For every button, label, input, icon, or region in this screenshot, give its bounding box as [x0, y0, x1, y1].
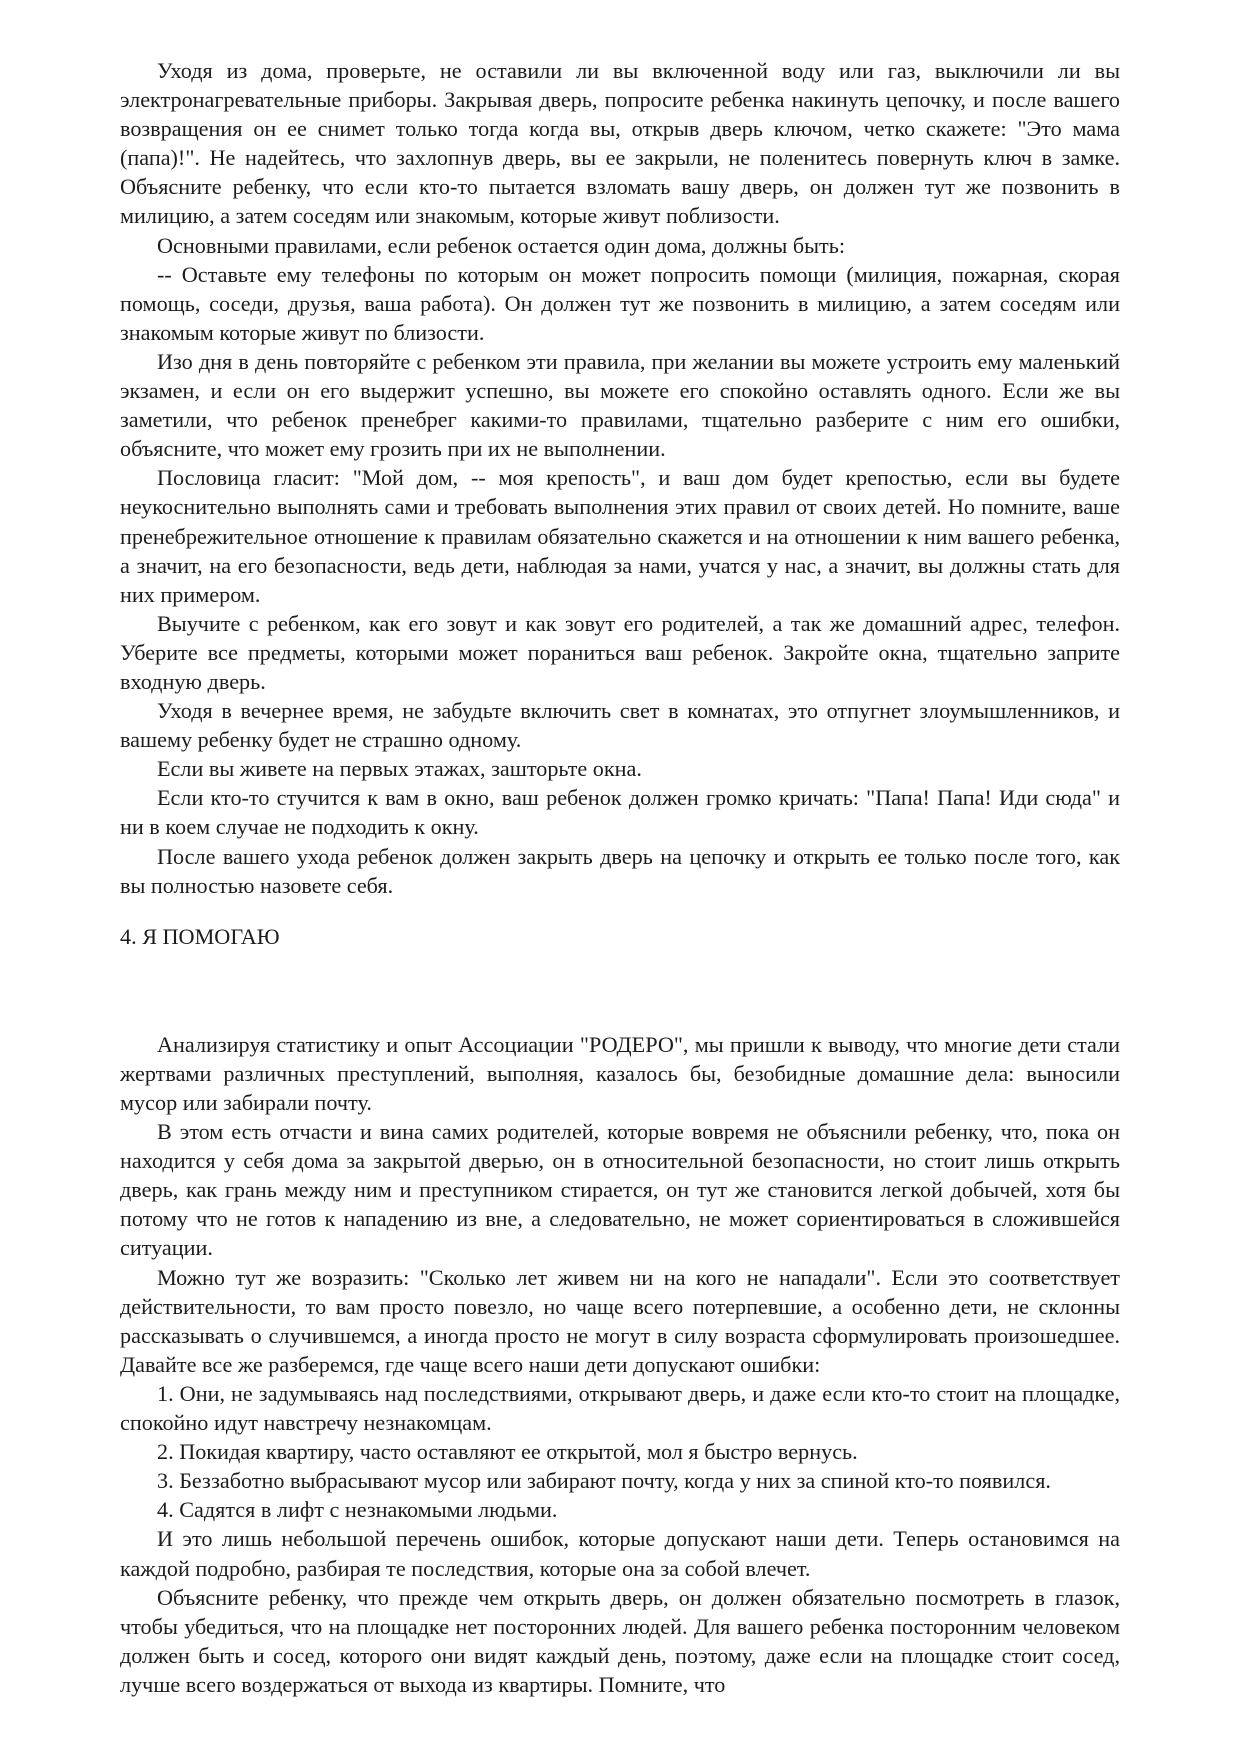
- paragraph: Пословица гласит: "Мой дом, -- моя крепость", и ваш дом будет крепостью, если вы будете неукоснительно выполнять сами и требовать выполнения этих правил от своих детей. Но помните, ваше пренебрежительное отношение к правилам обязательно скажется и на отношении к ним вашего ребенка, а значит, на его безопасности, ведь дети, наблюдая за нами, учатся у нас, а значит, вы должны стать для них примером.: [120, 465, 1120, 607]
- paragraph: Если кто-то стучится к вам в окно, ваш ребенок должен громко кричать: "Папа! Папа! Иди сюда" и ни в коем случае не подходить к окну.: [120, 785, 1120, 840]
- list-item: 3. Беззаботно выбрасывают мусор или забирают почту, когда у них за спиной кто-то появился.: [157, 1468, 1051, 1494]
- section-heading: 4. Я ПОМОГАЮ: [120, 923, 280, 949]
- paragraph: В этом есть отчасти и вина самих родителей, которые вовремя не объяснили ребенку, что, пока он находится у себя дома за закрытой дверью, он в относительной безопасности, но стоит лишь открыть дверь, как грань между ним и преступником стирается, он тут же становится легкой добычей, хотя бы потому что не готов к нападению из вне, а следовательно, не может сориентироваться в сложившейся ситуации.: [120, 1119, 1120, 1261]
- paragraph: Объясните ребенку, что прежде чем открыть дверь, он должен обязательно посмотреть в глазок, чтобы убедиться, что на площадке нет посторонних людей. Для вашего ребенка посторонним человеком должен быть и сосед, которого они видят каждый день, поэтому, даже если на площадке стоит сосед, лучше всего воздержаться от выхода из квартиры. Помните, что: [120, 1584, 1120, 1697]
- paragraph: Уходя в вечернее время, не забудьте включить свет в комнатах, это отпугнет злоумышленников, и вашему ребенку будет не страшно одному.: [120, 698, 1120, 753]
- section-home-rules: [120, 56, 1120, 900]
- list-item: 2. Покидая квартиру, часто оставляют ее открытой, мол я быстро вернусь.: [157, 1439, 858, 1465]
- paragraph: И это лишь небольшой перечень ошибок, которые допускают наши дети. Теперь остановимся на каждой подробно, разбирая те последствия, которые она за собой влечет.: [120, 1526, 1120, 1581]
- paragraph: После вашего ухода ребенок должен закрыть дверь на цепочку и открыть ее только после того, как вы полностью назовете себя.: [120, 843, 1120, 898]
- paragraph: Основными правилами, если ребенок остается один дома, должны быть:: [157, 232, 846, 258]
- paragraph: Уходя из дома, проверьте, не оставили ли вы включенной воду или газ, выключили ли вы электронагревательные приборы. Закрывая дверь, попросите ребенка накинуть цепочку, и после вашего возвращения он ее снимет только тогда когда вы, открыв дверь ключом, четко скажете: "Это мама (папа)!". Не надейтесь, что захлопнув дверь, вы ее закрыли, не поленитесь повернуть ключ в замке. Объясните ребенку, что если кто-то пытается взломать вашу дверь, он должен тут же позвонить в милицию, а затем соседям или знакомым, которые живут поблизости.: [120, 58, 1120, 229]
- document-page: [120, 56, 1120, 1699]
- paragraph: Если вы живете на первых этажах, зашторьте окна.: [157, 756, 642, 782]
- paragraph: Выучите с ребенком, как его зовут и как зовут его родителей, а так же домашний адрес, телефон. Уберите все предметы, которыми может пораниться ваш ребенок. Закройте окна, тщательно заприте входную дверь.: [120, 610, 1120, 694]
- paragraph: -- Оставьте ему телефоны по которым он может попросить помощи (милиция, пожарная, скорая помощь, соседи, друзья, ваша работа). Он должен тут же позвонить в милицию, а затем соседям или знакомым которые живут по близости.: [120, 261, 1120, 345]
- list-item: 1. Они, не задумываясь над последствиями, открывают дверь, и даже если кто-то стоит на площадке, спокойно идут навстречу незнакомцам.: [120, 1380, 1120, 1436]
- spacer: [120, 900, 1120, 922]
- list-item: 4. Садятся в лифт с незнакомыми людьми.: [157, 1497, 558, 1523]
- paragraph: Анализируя статистику и опыт Ассоциации "РОДЕРО", мы пришли к выводу, что многие дети стали жертвами различных преступлений, выполняя, казалось бы, безобидные домашние дела: выносили мусор или забирали почту.: [120, 1031, 1120, 1115]
- spacer: [120, 951, 1120, 1030]
- paragraph: Изо дня в день повторяйте с ребенком эти правила, при желании вы можете устроить ему маленький экзамен, и если он его выдержит успешно, вы можете его спокойно оставлять одного. Если же вы заметили, что ребенок пренебрег какими-то правилами, тщательно разберите с ним его ошибки, объясните, что может ему грозить при их не выполнении.: [120, 348, 1120, 462]
- section-i-help: [120, 1030, 1120, 1699]
- paragraph: Можно тут же возразить: "Сколько лет живем ни на кого не нападали". Если это соответствует действительности, то вам просто повезло, но чаще всего потерпевшие, а особенно дети, не склонны рассказывать о случившемся, а иногда просто не могут в силу возраста сформулировать произошедшее. Давайте все же разберемся, где чаще всего наши дети допускают ошибки:: [120, 1264, 1120, 1377]
